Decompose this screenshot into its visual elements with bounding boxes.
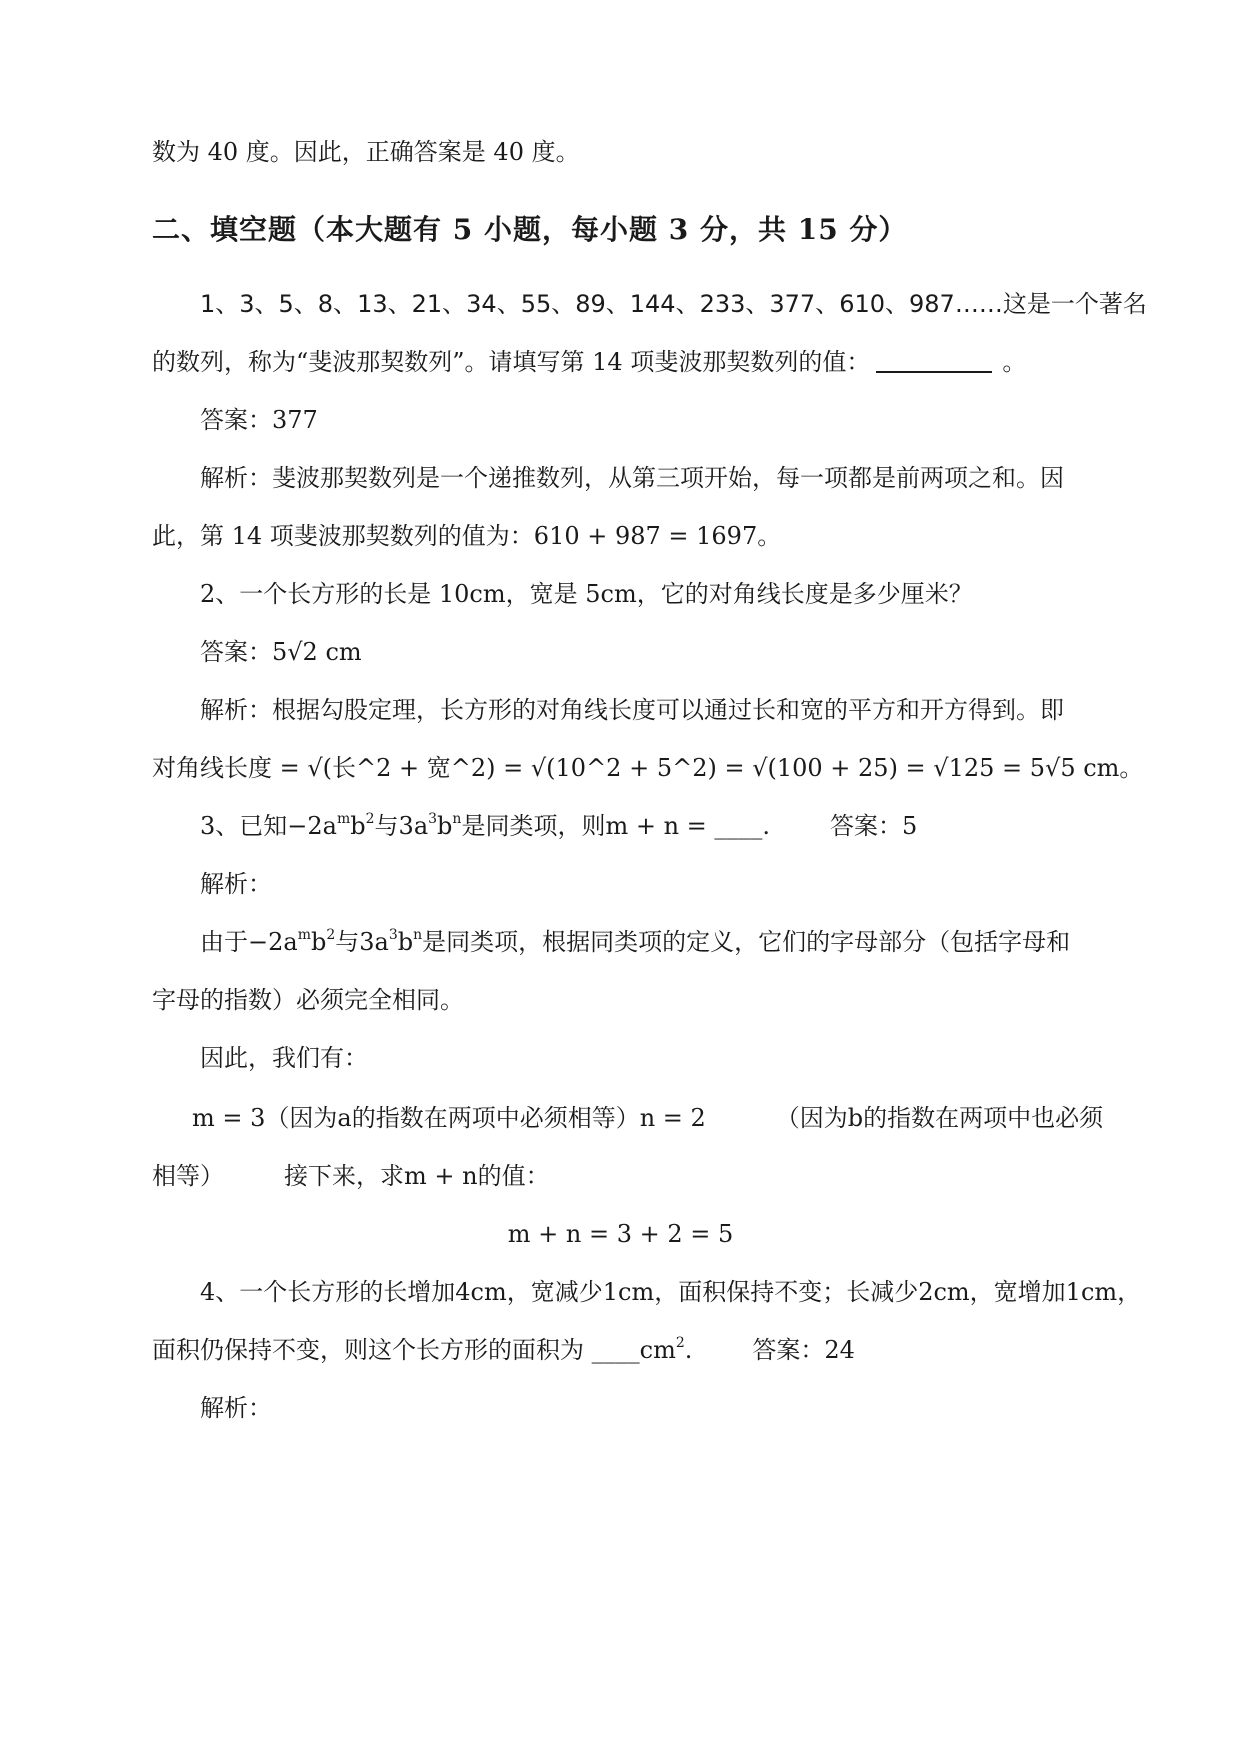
q3-exp-3: 3: [428, 811, 438, 827]
q3-note-end: 相等）: [152, 1162, 224, 1190]
question-2: 2、一个长方形的长是 10cm，宽是 5cm，它的对角线长度是多少厘米？: [200, 580, 973, 608]
q3-text-b: b: [350, 812, 366, 840]
question-1-text: 的数列，称为“斐波那契数列”。请填写第 14 项斐波那契数列的值：: [152, 348, 871, 376]
q3e-exp-2: 2: [326, 927, 336, 943]
q3e-text-a: 由于−2a: [200, 928, 298, 956]
question-1-end: 。: [1002, 348, 1027, 376]
question-3-explanation-3: 因此，我们有：: [200, 1044, 368, 1072]
q3-text-b2: b: [437, 812, 453, 840]
q3-text-a: 3、已知−2a: [200, 812, 337, 840]
q3e-exp-3: 3: [388, 927, 398, 943]
question-3-explanation-4: [192, 1102, 1103, 1134]
q3-eq-n-note: （因为b的指数在两项中也必须: [775, 1104, 1104, 1132]
q3-next-step: 接下来，求m + n的值：: [284, 1162, 550, 1190]
question-2-explanation-2: 对角线长度 = √(长^2 + 宽^2) = √(10^2 + 5^2) = √(100 + 25) = √125 = 5√5 cm。: [152, 754, 1144, 782]
question-4-line-1: 4、一个长方形的长增加4cm，宽减少1cm，面积保持不变；长减少2cm，宽增加1cm，: [200, 1278, 1142, 1306]
question-3-formula: m + n = 3 + 2 = 5: [507, 1220, 734, 1248]
question-3-explanation-1: [200, 926, 1070, 958]
q4-text: 面积仍保持不变，则这个长方形的面积为 ____cm: [152, 1336, 676, 1364]
q3-text-post: 是同类项，则m + n = ____.: [461, 812, 771, 840]
question-3-answer: 答案：5: [830, 812, 918, 840]
question-3: [200, 810, 917, 842]
section-heading: 二、填空题（本大题有 5 小题，每小题 3 分，共 15 分）: [152, 213, 908, 246]
q3e-text-post: 是同类项，根据同类项的定义，它们的字母部分（包括字母和: [422, 928, 1071, 956]
q4-text-end: .: [684, 1336, 693, 1364]
text-line: 数为 40 度。因此，正确答案是 40 度。: [152, 138, 580, 166]
answer-blank: [876, 371, 992, 373]
question-1-explanation-1: 解析：斐波那契数列是一个递推数列，从第三项开始，每一项都是前两项之和。因: [200, 464, 1064, 492]
question-1-line-2: [152, 346, 1026, 378]
q4-exp-2: 2: [675, 1335, 685, 1351]
q3-text-mid: 与3a: [374, 812, 429, 840]
q3e-text-b: b: [310, 928, 327, 956]
question-3-explanation-5: [152, 1160, 550, 1192]
question-4-line-2: [152, 1334, 855, 1366]
question-4-explanation: 解析：: [200, 1394, 272, 1422]
question-3-explanation: 解析：: [200, 870, 272, 898]
question-1-answer: 答案：377: [200, 406, 318, 434]
q3-eq-m: m = 3（因为a的指数在两项中必须相等）n = 2: [192, 1104, 706, 1132]
question-3-explanation-2: 字母的指数）必须完全相同。: [152, 986, 464, 1014]
q3-exp-m: m: [336, 811, 351, 827]
question-1-line-1: 1、3、5、8、13、21、34、55、89、144、233、377、610、987……这是一个著名: [200, 290, 1147, 318]
question-2-answer: 答案：5√2 cm: [200, 638, 362, 666]
question-1-explanation-2: 此，第 14 项斐波那契数列的值为：610 + 987 = 1697。: [152, 522, 782, 550]
question-4-answer: 答案：24: [752, 1336, 855, 1364]
q3e-text-b2: b: [397, 928, 414, 956]
q3-exp-n: n: [452, 811, 462, 827]
q3e-exp-n: n: [413, 927, 423, 943]
q3e-text-mid: 与3a: [335, 928, 389, 956]
q3e-exp-m: m: [297, 927, 311, 943]
question-2-explanation-1: 解析：根据勾股定理，长方形的对角线长度可以通过长和宽的平方和开方得到。即: [200, 696, 1064, 724]
q3-exp-2: 2: [365, 811, 375, 827]
